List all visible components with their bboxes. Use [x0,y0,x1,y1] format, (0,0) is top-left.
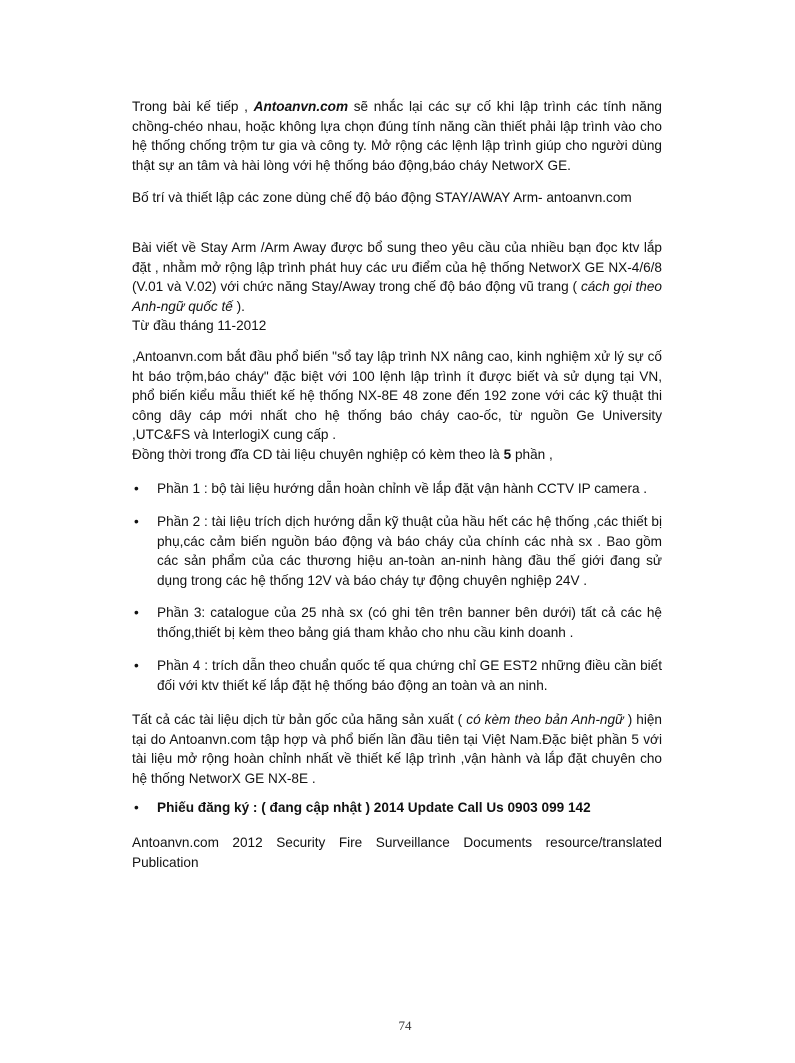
page-number: 74 [398,1018,412,1033]
bullet-icon: • [134,658,139,673]
text: Tất cả các tài liệu dịch từ bản gốc của hãng sản xuất ( [132,712,467,727]
italic-text: cách gọi theo Anh-ngữ quốc tế [132,279,662,314]
text: ). [232,298,245,314]
list-item-text: Phần 4 : trích dẫn theo chuẩn quốc tế qua chứng chỉ GE EST2 những điều cần biết đối với ktv thiết kế lắp đặt hệ thống báo động an toàn và an ninh. [157,658,662,693]
bullet-icon: • [134,800,139,815]
translation-paragraph [132,710,662,788]
section-heading: Bố trí và thiết lập các zone dùng chế độ báo động STAY/AWAY Arm- antoanvn.com [132,190,632,205]
list-item [132,479,662,499]
italic-text: có kèm theo bản Anh-ngữ [466,712,624,727]
bullet-icon: • [134,605,139,620]
bullet-icon: • [134,514,139,529]
date-line: Từ đầu tháng 11-2012 [132,318,267,333]
text: Trong bài kế tiếp , [132,99,254,114]
registration-text: Phiếu đăng ký : ( đang cập nhật ) 2014 Update Call Us 0903 099 142 [157,800,591,815]
list-item-text: Phần 1 : bộ tài liệu hướng dẫn hoàn chỉnh về lắp đặt vận hành CCTV IP camera . [157,481,648,496]
text: phần , [511,447,553,462]
text: Đồng thời trong đĩa CD tài liệu chuyên nghiệp có kèm theo là [132,447,504,462]
list-item [132,656,662,695]
text: sẽ nhắc lại các sự cố khi lập trình các tính năng chồng-chéo nhau, hoặc không lựa chọn đúng tính năng cần thiết phải lập trình vào cho hệ thống chống trộm tư gia và công ty. Mở rộng các lệnh lập trình giúp cho người dùng thật sự an tâm và hài lòng với hệ thống báo động,báo cháy NetworX GE. [132,99,662,173]
list-item [132,512,662,590]
text: Bài viết về Stay Arm /Arm Away được bổ sung theo yêu cầu của nhiều bạn đọc ktv lắp đặt , nhằm mở rộng lập trình phát huy các ưu điểm của hệ thống NetworX GE NX-4/6/8 (V.01 và V.02) với chức năng Stay/Away trong chế độ báo động vũ trang ( [132,240,662,295]
intro-paragraph [132,97,662,175]
list-item-text: Phần 2 : tài liệu trích dịch hướng dẫn kỹ thuật của hầu hết các hệ thống ,các thiết bị phụ,các cảm biến nguồn báo động và báo cháy của chính các nhà sx . Bao gồm các sản phẩm của các thương hiệu an-toàn an-ninh hàng đầu thế giới đang sử dụng trong các hệ thống 12V và báo cháy tự động chuyên nghiệp 24V . [157,514,662,588]
handbook-paragraph: ,Antoanvn.com bắt đầu phổ biến "sổ tay lập trình NX nâng cao, kinh nghiệm xử lý sự cố ht báo trộm,báo cháy" đặc biệt với 100 lệnh lập trình ít được biết và sử dụng tại VN, phổ biến kiểu mẫu thiết kế hệ thống NX-8E 48 zone đến 192 zone với các kỹ thuật thi công dây cáp mới nhất cho hệ thống báo cháy cao-ốc, từ nguồn Ge University ,UTC&FS và InterlogiX cung cấp . [132,349,662,443]
brand-name: Antoanvn.com [253,99,349,114]
list-item-text: Phần 3: catalogue của 25 nhà sx (có ghi tên trên banner bên dưới) tất cả các hệ thống,thiết bị kèm theo bảng giá tham khảo cho nhu cầu kinh doanh . [157,605,662,640]
stay-away-paragraph [132,238,662,316]
registration-item [132,798,662,818]
text: ) hiện tại do Antoanvn.com tập hợp và phổ biến lần đầu tiên tại Việt Nam.Đặc biệt phần 5 với tài liệu mở rộng hoàn chỉnh nhất về thiết kế lập trình ,vận hành và lắp đặt chuyên cho hệ thống NetworX GE NX-8E . [132,712,662,786]
cd-parts-intro [132,445,662,465]
bullet-icon: • [134,481,139,496]
list-item [132,603,662,642]
publication-line: Antoanvn.com 2012 Security Fire Surveillance Documents resource/translated Publication [132,835,662,870]
bold-count: 5 [503,447,512,462]
